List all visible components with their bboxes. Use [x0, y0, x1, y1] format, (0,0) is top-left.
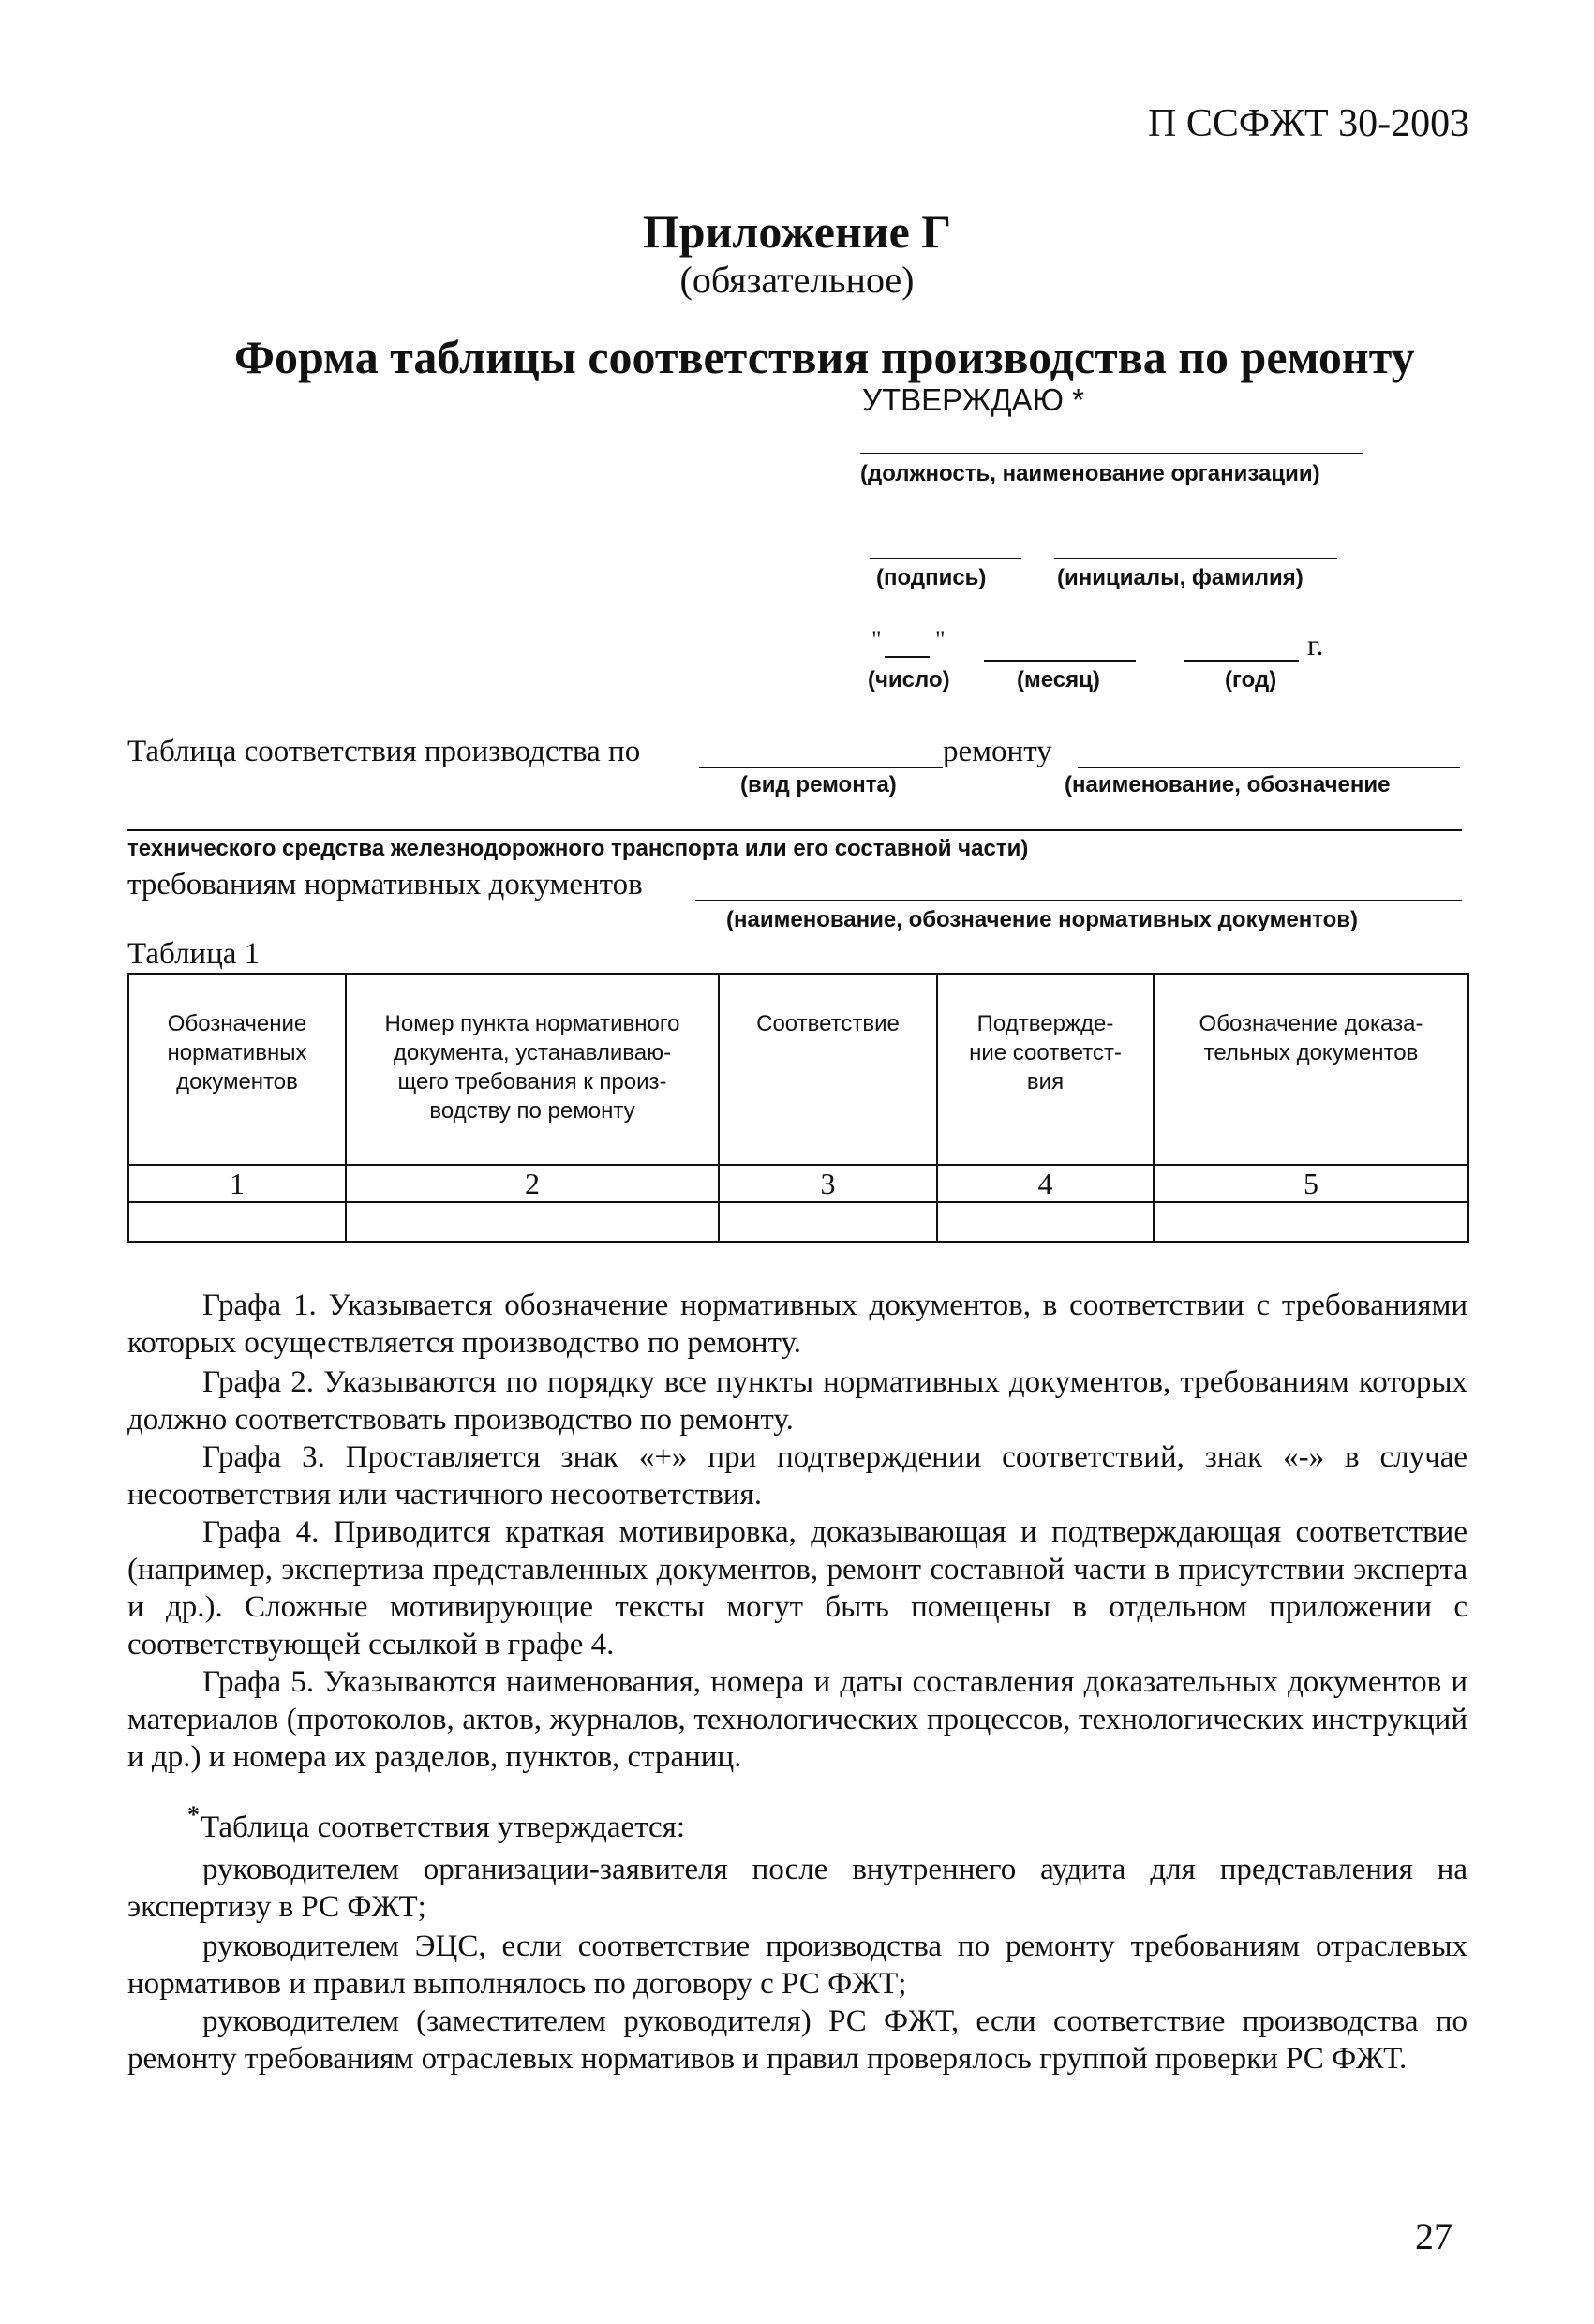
intro-text-b: ремонту	[943, 735, 1052, 768]
note-graf-1: Графа 1. Указывается обозначение нормативных документов, в соответствии с требованиями которых осуществляется производство по ремонту.	[127, 1289, 1467, 1360]
footnote-star: *	[187, 1801, 200, 1828]
header-1-line-3: документов	[176, 1069, 298, 1095]
tech-name-caption-2: технического средства железнодорожного транспорта или его составной части)	[127, 836, 1029, 861]
header-4-line-1: Подтвержде-	[976, 1011, 1114, 1036]
date-quote-open: "	[871, 626, 882, 653]
empty-cell	[128, 1202, 346, 1242]
appendix-title: Приложение Г	[642, 205, 952, 258]
header-cell-3	[719, 974, 937, 1165]
tech-name-line-2	[127, 829, 1462, 831]
column-number-1: 1	[128, 1165, 346, 1202]
column-number-2: 2	[346, 1165, 719, 1202]
standards-line	[695, 900, 1462, 901]
month-caption: (месяц)	[1017, 667, 1100, 693]
header-2-line-2: документа, устанавливаю-	[393, 1040, 672, 1065]
tech-name-line	[1078, 767, 1460, 768]
signature-line	[870, 558, 1021, 559]
header-2-line-1: Номер пункта нормативного	[384, 1011, 680, 1036]
empty-cell	[937, 1202, 1154, 1242]
tech-name-caption: (наименование, обозначение	[1065, 772, 1391, 797]
header-cell-1	[128, 974, 346, 1165]
year-suffix: г.	[1307, 628, 1324, 662]
date-quote-close: "	[935, 626, 946, 653]
year-caption: (год)	[1225, 667, 1277, 693]
appendix-subtitle: (обязательное)	[679, 259, 915, 301]
header-1-line-2: нормативных	[167, 1040, 307, 1065]
document-code: П ССФЖТ 30-2003	[1148, 102, 1470, 145]
day-caption: (число)	[868, 667, 950, 693]
empty-cell	[719, 1202, 937, 1242]
table-label: Таблица 1	[127, 937, 261, 971]
note-graf-3: Графа 3. Проставляется знак «+» при подтверждении соответствий, знак «-» в случае несоответствия или частичного несоответствия.	[127, 1440, 1467, 1512]
table-header-row	[128, 974, 1468, 1165]
header-2-line-4: водству по ремонту	[429, 1098, 635, 1124]
month-line	[984, 660, 1136, 662]
column-number-4: 4	[937, 1165, 1154, 1202]
empty-cell	[1154, 1202, 1468, 1242]
note-graf-2: Графа 2. Указываются по порядку все пункты нормативных документов, требованиям которых должно соответствовать производство по ремонту.	[127, 1365, 1467, 1437]
footnote-item-2: руководителем ЭЦС, если соответствие производства по ремонту требованиям отраслевых нормативов и правил выполнялось по договору с РС ФЖТ;	[127, 1929, 1467, 2001]
header-5-line-1: Обозначение доказа-	[1199, 1011, 1423, 1036]
header-cell-5	[1154, 974, 1468, 1165]
header-2-line-3: щего требования к произ-	[397, 1069, 667, 1095]
header-4-line-2: ние соответст-	[969, 1040, 1122, 1065]
footnote-intro: Таблица соответствия утверждается:	[201, 1810, 686, 1844]
form-title: Форма таблицы соответствия производства по ремонту	[234, 331, 1415, 383]
header-5-line-2: тельных документов	[1203, 1040, 1419, 1065]
header-4-line-3: вия	[1026, 1069, 1065, 1095]
approval-label: УТВЕРЖДАЮ *	[862, 382, 1084, 417]
note-graf-4: Графа 4. Приводится краткая мотивировка, доказывающая и подтверждающая соответствие (например, экспертиза представленных документов, ремонт составной части в присутствии эксперта и др.). Сложные мотивирующие тексты могут быть помещены в отдельном приложении с соответствующей ссылкой в графе 4.	[127, 1515, 1467, 1661]
standards-caption: (наименование, обозначение нормативных документов)	[726, 907, 1359, 932]
empty-table-row	[128, 1202, 1468, 1242]
column-number-3: 3	[719, 1165, 937, 1202]
signature-caption: (подпись)	[876, 565, 987, 590]
day-line	[885, 656, 930, 658]
header-1-line-1: Обозначение	[167, 1011, 307, 1036]
standards-text: требованиям нормативных документов	[127, 868, 643, 901]
position-line	[860, 453, 1363, 454]
footnote-item-1: руководителем организации-заявителя после внутреннего аудита для представления на экспертизу в РС ФЖТ;	[127, 1853, 1467, 1924]
note-graf-5: Графа 5. Указываются наименования, номера и даты составления доказательных документов и материалов (протоколов, актов, журналов, технологических процессов, технологических инструкций и др.) и номера их разделов, пунктов, страниц.	[127, 1665, 1467, 1774]
compliance-table	[127, 973, 1469, 1243]
empty-cell	[346, 1202, 719, 1242]
header-3-line-1: Соответствие	[756, 1011, 900, 1036]
repair-type-line	[699, 767, 943, 768]
repair-type-caption: (вид ремонта)	[740, 772, 897, 797]
header-cell-2	[346, 974, 719, 1165]
name-caption: (инициалы, фамилия)	[1057, 565, 1304, 590]
name-line	[1054, 558, 1337, 559]
intro-text-a: Таблица соответствия производства по	[127, 735, 641, 768]
column-number-row	[128, 1165, 1468, 1202]
column-number-5: 5	[1154, 1165, 1468, 1202]
position-caption: (должность, наименование организации)	[860, 461, 1320, 486]
header-cell-4	[937, 974, 1154, 1165]
footnote-item-3: руководителем (заместителем руководителя) РС ФЖТ, если соответствие производства по ремонту требованиям отраслевых нормативов и правил проверялось группой проверки РС ФЖТ.	[127, 2004, 1467, 2076]
year-line	[1184, 660, 1299, 662]
page-number: 27	[1415, 2215, 1452, 2257]
